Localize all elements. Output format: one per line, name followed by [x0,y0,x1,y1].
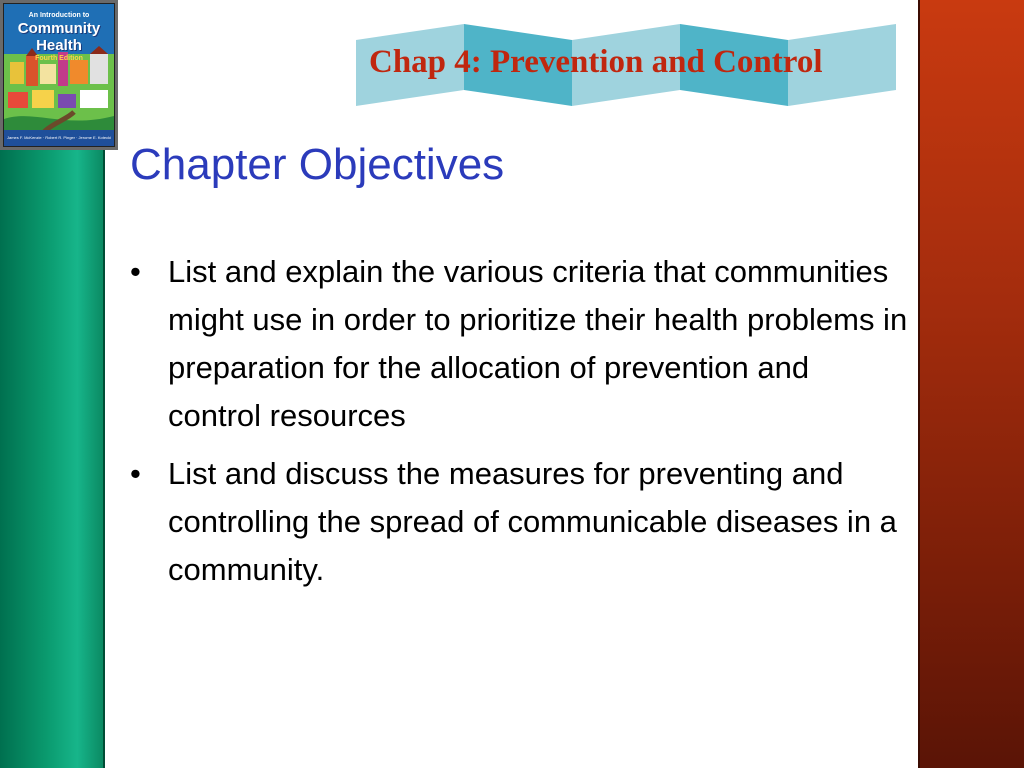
objective-item-2 [130,450,910,594]
objective-text-1: List and explain the various criteria that communities might use in order to prioritize their health problems in preparation for the allocation of prevention and control resources [168,254,908,433]
book-cover-line2: Community [17,20,101,37]
book-cover-edition: Fourth Edition [35,55,83,62]
book-cover-authors: James F. McKenzie · Robert R. Pinger · Jerome E. Kotecki [6,135,112,140]
bullet-icon: • [130,456,141,491]
book-cover-line1: An Introduction to [28,12,90,19]
chapter-title: Chap 4: Prevention and Control [369,44,823,80]
book-cover-thumbnail [0,0,118,150]
objective-text-2: List and discuss the measures for preventing and controlling the spread of communicable diseases in a community. [168,456,897,587]
book-cover-line3: Health [36,37,82,54]
slide-title: Chapter Objectives [130,140,505,189]
book-cover-image [3,3,115,147]
right-decorative-bar [918,0,1024,768]
objectives-list [130,248,910,604]
book-cover-title [4,12,114,62]
objective-item-1 [130,248,910,440]
bullet-icon: • [130,254,141,289]
